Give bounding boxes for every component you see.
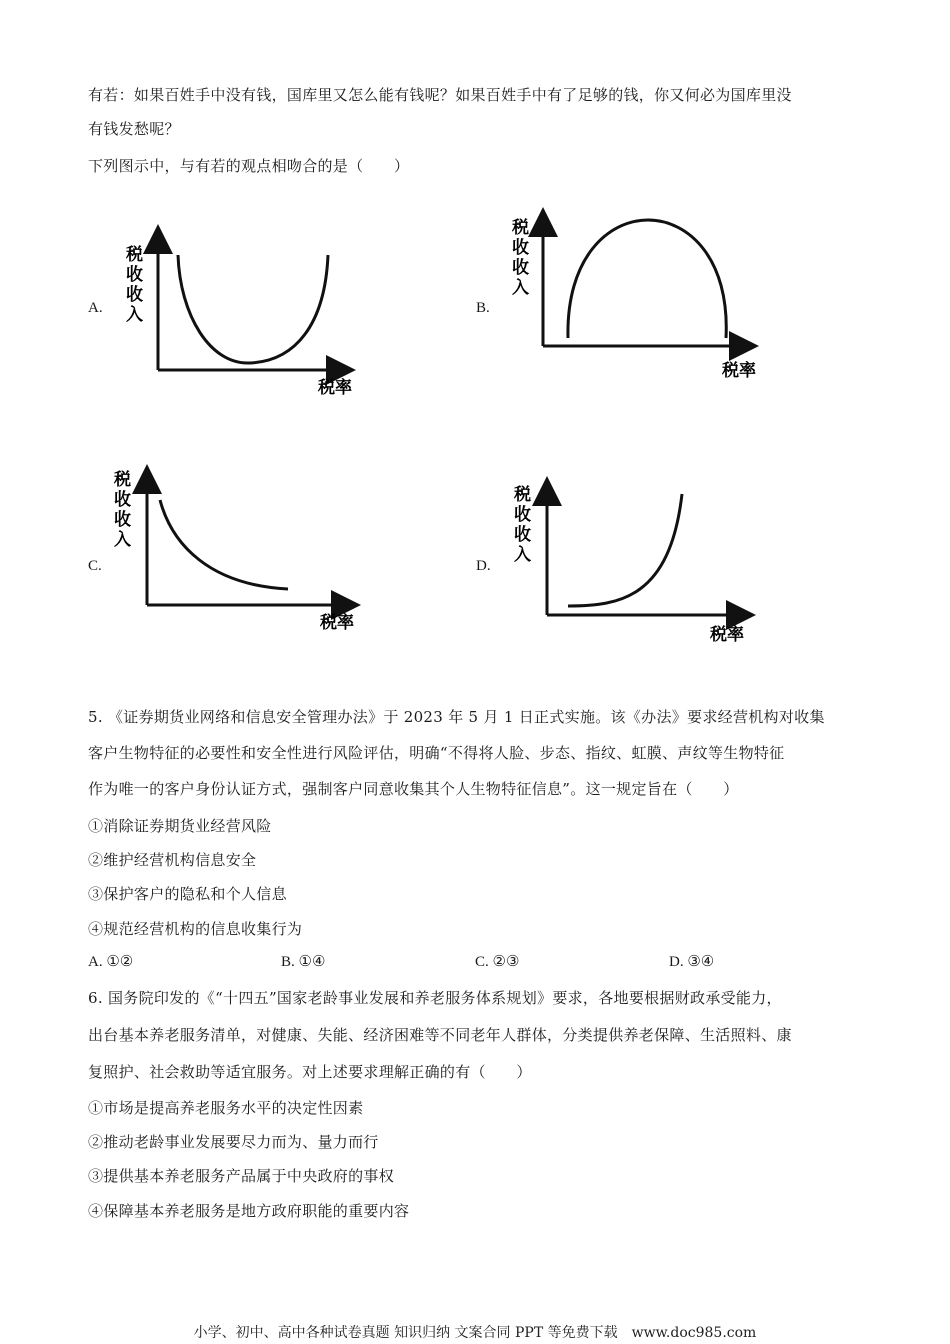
y-label-4: 入 <box>114 530 131 550</box>
y-label-1: 税 <box>126 245 143 265</box>
y-label-1: 税 <box>514 485 531 505</box>
q5-choice-d[interactable]: D. ③④ <box>669 954 715 970</box>
q5-item-1: ①消除证券期货业经营风险 <box>88 817 272 835</box>
intro-line-1: 有若：如果百姓手中没有钱，国库里又怎么能有钱呢？如果百姓手中有了足够的钱，你又何必为国库里没 <box>88 86 792 104</box>
q5-choice-c[interactable]: C. ②③ <box>475 954 520 970</box>
increasing-curve <box>568 494 682 606</box>
y-label-2: 收 <box>512 238 529 258</box>
y-label-3: 收 <box>114 510 131 530</box>
q5-item-3: ③保护客户的隐私和个人信息 <box>88 885 287 903</box>
q5-item-4: ④规范经营机构的信息收集行为 <box>88 920 303 938</box>
q6-line-3: 复照护、社会救助等适宜服务。对上述要求理解正确的有（ ） <box>88 1063 532 1081</box>
y-label-3: 收 <box>126 285 143 305</box>
option-a-label: A. <box>88 300 103 316</box>
decreasing-curve <box>160 500 288 589</box>
x-label: 税率 <box>722 361 756 381</box>
q5-choice-b[interactable]: B. ①④ <box>281 954 326 970</box>
page-footer: 小学、初中、高中各种试卷真题 知识归纳 文案合同 PPT 等免费下载 www.doc985.com <box>193 1325 757 1341</box>
y-label-4: 入 <box>512 278 529 298</box>
y-label-1: 税 <box>114 470 131 490</box>
intro-question: 下列图示中，与有若的观点相吻合的是（ ） <box>88 157 410 175</box>
q5-line-1: 5. 《证券期货业网络和信息安全管理办法》于 2023 年 5 月 1 日正式实施。该《办法》要求经营机构对收集 <box>88 708 825 726</box>
u-curve <box>178 255 328 363</box>
y-label-4: 入 <box>126 305 143 325</box>
q6-item-1: ①市场是提高养老服务水平的决定性因素 <box>88 1099 364 1117</box>
x-label: 税率 <box>318 378 352 398</box>
q6-item-4: ④保障基本养老服务是地方政府职能的重要内容 <box>88 1202 410 1220</box>
option-d-label: D. <box>476 558 491 574</box>
q6-line-1: 6. 国务院印发的《“十四五”国家老龄事业发展和养老服务体系规划》要求，各地要根据财政承受能力， <box>88 989 782 1007</box>
option-c-label: C. <box>88 558 102 574</box>
y-label-3: 收 <box>514 525 531 545</box>
x-label: 税率 <box>320 613 354 633</box>
y-label-4: 入 <box>514 545 531 565</box>
graph-b <box>508 208 768 388</box>
q5-item-2: ②维护经营机构信息安全 <box>88 851 257 869</box>
graph-a <box>120 225 360 400</box>
q5-line-2: 客户生物特征的必要性和安全性进行风险评估，明确“不得将人脸、步态、指纹、虹膜、声纹等生物特征 <box>88 744 785 762</box>
y-label-3: 收 <box>512 258 529 278</box>
graph-d <box>510 480 770 660</box>
y-label-1: 税 <box>512 218 529 238</box>
q6-item-3: ③提供基本养老服务产品属于中央政府的事权 <box>88 1167 395 1185</box>
option-b-label: B. <box>476 300 490 316</box>
y-label-2: 收 <box>514 505 531 525</box>
intro-line-2: 有钱发愁呢？ <box>88 120 180 138</box>
inverted-u-curve <box>568 220 726 338</box>
y-label-2: 收 <box>126 265 143 285</box>
x-label: 税率 <box>710 625 744 645</box>
graph-c <box>110 465 370 640</box>
y-label-2: 收 <box>114 490 131 510</box>
q5-line-3: 作为唯一的客户身份认证方式，强制客户同意收集其个人生物特征信息”。这一规定旨在（ ） <box>88 780 739 798</box>
q6-item-2: ②推动老龄事业发展要尽力而为、量力而行 <box>88 1133 379 1151</box>
q6-line-2: 出台基本养老服务清单，对健康、失能、经济困难等不同老年人群体，分类提供养老保障、生活照料、康 <box>88 1026 792 1044</box>
q5-choice-a[interactable]: A. ①② <box>88 954 134 970</box>
